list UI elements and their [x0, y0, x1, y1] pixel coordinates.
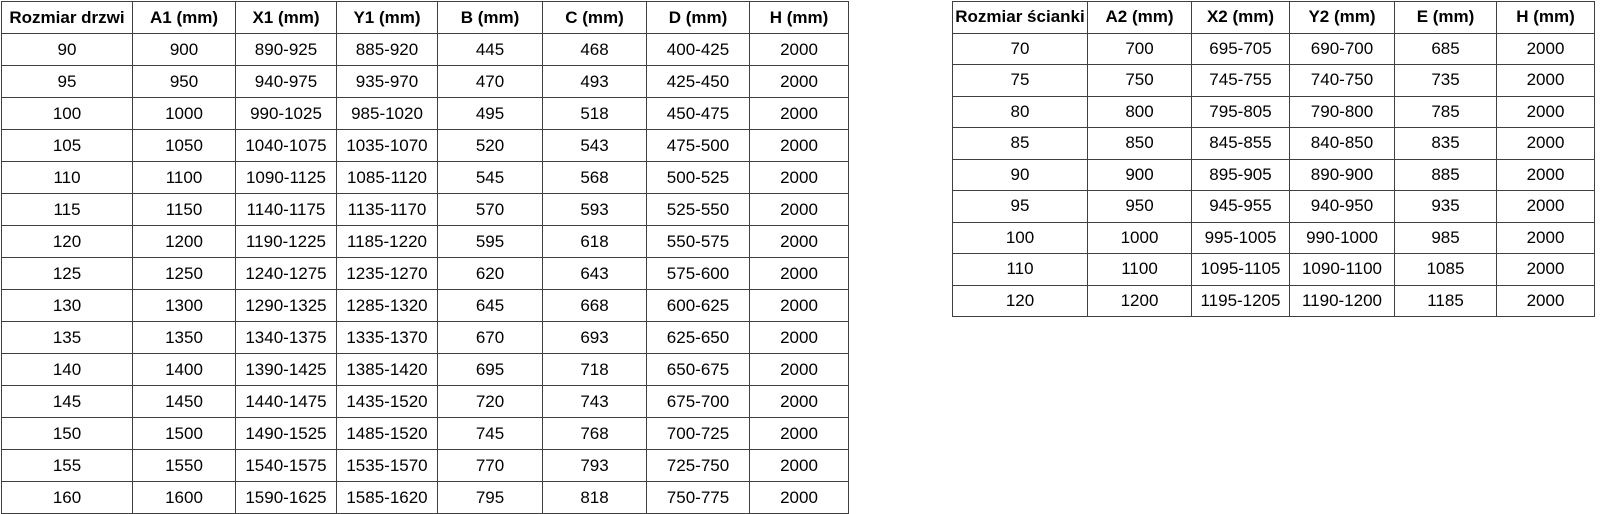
- table-cell: 835: [1395, 128, 1497, 160]
- table-cell: 1000: [1088, 222, 1192, 254]
- table-cell: 593: [543, 194, 647, 226]
- table-cell: 400-425: [647, 34, 750, 66]
- table-cell: 685: [1395, 33, 1497, 65]
- table-cell: 1150: [133, 194, 236, 226]
- table-cell: 90: [953, 159, 1088, 191]
- table-cell: 895-905: [1192, 159, 1290, 191]
- column-header: Y2 (mm): [1290, 2, 1395, 34]
- table-cell: 790-800: [1290, 96, 1395, 128]
- table-cell: 2000: [750, 354, 849, 386]
- table-cell: 768: [543, 418, 647, 450]
- table-cell: 125: [2, 258, 133, 290]
- table-cell: 1490-1525: [236, 418, 337, 450]
- table-cell: 600-625: [647, 290, 750, 322]
- table-cell: 745-755: [1192, 65, 1290, 97]
- table-row: [2, 162, 849, 194]
- header-row: [953, 2, 1595, 34]
- table-cell: 130: [2, 290, 133, 322]
- wall-size-table: [952, 1, 1595, 317]
- table-cell: 160: [2, 482, 133, 514]
- table-cell: 745: [438, 418, 543, 450]
- table-row: [953, 128, 1595, 160]
- table-row: [2, 354, 849, 386]
- table-cell: 1250: [133, 258, 236, 290]
- door-size-table: [1, 1, 849, 514]
- table-cell: 643: [543, 258, 647, 290]
- table-row: [2, 34, 849, 66]
- table-cell: 695-705: [1192, 33, 1290, 65]
- table-row: [2, 130, 849, 162]
- table-cell: 2000: [750, 66, 849, 98]
- table-cell: 140: [2, 354, 133, 386]
- table-cell: 1390-1425: [236, 354, 337, 386]
- column-header: X2 (mm): [1192, 2, 1290, 34]
- table-cell: 1550: [133, 450, 236, 482]
- table-cell: 2000: [750, 258, 849, 290]
- table-cell: 1585-1620: [337, 482, 438, 514]
- table-cell: 470: [438, 66, 543, 98]
- table-cell: 1000: [133, 98, 236, 130]
- table-cell: 900: [133, 34, 236, 66]
- table-cell: 1300: [133, 290, 236, 322]
- table-row: [953, 96, 1595, 128]
- table-cell: 520: [438, 130, 543, 162]
- table-cell: 795: [438, 482, 543, 514]
- table-cell: 518: [543, 98, 647, 130]
- table-cell: 450-475: [647, 98, 750, 130]
- table-cell: 2000: [1497, 254, 1595, 286]
- table-cell: 1140-1175: [236, 194, 337, 226]
- header-row: [2, 2, 849, 34]
- table-cell: 2000: [1497, 191, 1595, 223]
- column-header: C (mm): [543, 2, 647, 34]
- table-cell: 145: [2, 386, 133, 418]
- table-row: [953, 159, 1595, 191]
- table-cell: 2000: [750, 450, 849, 482]
- table-cell: 890-925: [236, 34, 337, 66]
- table-cell: 695: [438, 354, 543, 386]
- table-cell: 1290-1325: [236, 290, 337, 322]
- table-cell: 785: [1395, 96, 1497, 128]
- column-header: E (mm): [1395, 2, 1497, 34]
- table-cell: 1540-1575: [236, 450, 337, 482]
- table-cell: 693: [543, 322, 647, 354]
- table-row: [2, 226, 849, 258]
- table-cell: 2000: [750, 98, 849, 130]
- table-cell: 120: [953, 285, 1088, 317]
- table-cell: 1100: [1088, 254, 1192, 286]
- table-cell: 2000: [750, 34, 849, 66]
- table-cell: 570: [438, 194, 543, 226]
- table-cell: 2000: [1497, 159, 1595, 191]
- table-cell: 700-725: [647, 418, 750, 450]
- table-cell: 845-855: [1192, 128, 1290, 160]
- table-cell: 620: [438, 258, 543, 290]
- table-row: [2, 98, 849, 130]
- table-cell: 80: [953, 96, 1088, 128]
- table-cell: 2000: [750, 322, 849, 354]
- column-header: H (mm): [750, 2, 849, 34]
- table-cell: 2000: [750, 130, 849, 162]
- table-cell: 100: [2, 98, 133, 130]
- table-cell: 155: [2, 450, 133, 482]
- table-cell: 1185: [1395, 285, 1497, 317]
- table-cell: 618: [543, 226, 647, 258]
- table-cell: 740-750: [1290, 65, 1395, 97]
- table-cell: 700: [1088, 33, 1192, 65]
- table-row: [953, 254, 1595, 286]
- column-header: A2 (mm): [1088, 2, 1192, 34]
- table-cell: 1385-1420: [337, 354, 438, 386]
- table-cell: 2000: [750, 194, 849, 226]
- column-header: B (mm): [438, 2, 543, 34]
- table-cell: 468: [543, 34, 647, 66]
- table-cell: 770: [438, 450, 543, 482]
- table-cell: 2000: [1497, 65, 1595, 97]
- table-row: [2, 450, 849, 482]
- table-cell: 985-1020: [337, 98, 438, 130]
- table-cell: 495: [438, 98, 543, 130]
- table-cell: 2000: [1497, 285, 1595, 317]
- table-cell: 850: [1088, 128, 1192, 160]
- table-cell: 1500: [133, 418, 236, 450]
- table-cell: 500-525: [647, 162, 750, 194]
- table-cell: 2000: [750, 418, 849, 450]
- table-cell: 1485-1520: [337, 418, 438, 450]
- table-cell: 493: [543, 66, 647, 98]
- table-cell: 90: [2, 34, 133, 66]
- table-cell: 1400: [133, 354, 236, 386]
- table-cell: 840-850: [1290, 128, 1395, 160]
- table-cell: 1085: [1395, 254, 1497, 286]
- table-cell: 1340-1375: [236, 322, 337, 354]
- table-cell: 135: [2, 322, 133, 354]
- table-cell: 668: [543, 290, 647, 322]
- table-cell: 85: [953, 128, 1088, 160]
- table-cell: 110: [2, 162, 133, 194]
- table-row: [953, 65, 1595, 97]
- table-row: [2, 194, 849, 226]
- table-cell: 720: [438, 386, 543, 418]
- table-cell: 885: [1395, 159, 1497, 191]
- table-cell: 1100: [133, 162, 236, 194]
- table-cell: 995-1005: [1192, 222, 1290, 254]
- column-header: A1 (mm): [133, 2, 236, 34]
- table-cell: 690-700: [1290, 33, 1395, 65]
- table-row: [2, 482, 849, 514]
- table-cell: 1435-1520: [337, 386, 438, 418]
- table-cell: 1450: [133, 386, 236, 418]
- table-cell: 95: [953, 191, 1088, 223]
- table-row: [953, 222, 1595, 254]
- table-cell: 990-1025: [236, 98, 337, 130]
- table-row: [953, 33, 1595, 65]
- table-cell: 2000: [1497, 128, 1595, 160]
- table-row: [953, 285, 1595, 317]
- table-cell: 990-1000: [1290, 222, 1395, 254]
- table-cell: 475-500: [647, 130, 750, 162]
- table-cell: 800: [1088, 96, 1192, 128]
- table-cell: 543: [543, 130, 647, 162]
- table-cell: 595: [438, 226, 543, 258]
- table-cell: 1235-1270: [337, 258, 438, 290]
- table-cell: 1190-1225: [236, 226, 337, 258]
- table-cell: 1090-1100: [1290, 254, 1395, 286]
- table-cell: 940-975: [236, 66, 337, 98]
- table-cell: 1590-1625: [236, 482, 337, 514]
- table-cell: 2000: [750, 386, 849, 418]
- table-cell: 985: [1395, 222, 1497, 254]
- table-cell: 115: [2, 194, 133, 226]
- table-row: [2, 258, 849, 290]
- table-cell: 793: [543, 450, 647, 482]
- table-cell: 1085-1120: [337, 162, 438, 194]
- column-header: D (mm): [647, 2, 750, 34]
- column-header: Y1 (mm): [337, 2, 438, 34]
- table-cell: 718: [543, 354, 647, 386]
- table-cell: 818: [543, 482, 647, 514]
- table-cell: 935: [1395, 191, 1497, 223]
- table-cell: 935-970: [337, 66, 438, 98]
- table-cell: 445: [438, 34, 543, 66]
- column-header: H (mm): [1497, 2, 1595, 34]
- table-cell: 1095-1105: [1192, 254, 1290, 286]
- table-cell: 110: [953, 254, 1088, 286]
- table-cell: 625-650: [647, 322, 750, 354]
- table-cell: 1035-1070: [337, 130, 438, 162]
- table-cell: 1200: [133, 226, 236, 258]
- table-cell: 70: [953, 33, 1088, 65]
- table-cell: 1600: [133, 482, 236, 514]
- table-row: [2, 386, 849, 418]
- table-cell: 100: [953, 222, 1088, 254]
- table-cell: 1190-1200: [1290, 285, 1395, 317]
- table-cell: 2000: [750, 162, 849, 194]
- table-cell: 890-900: [1290, 159, 1395, 191]
- table-row: [2, 290, 849, 322]
- table-row: [2, 418, 849, 450]
- table-cell: 945-955: [1192, 191, 1290, 223]
- table-cell: 545: [438, 162, 543, 194]
- table-cell: 1535-1570: [337, 450, 438, 482]
- table-cell: 105: [2, 130, 133, 162]
- table-cell: 900: [1088, 159, 1192, 191]
- table-cell: 1135-1170: [337, 194, 438, 226]
- table-cell: 1350: [133, 322, 236, 354]
- table-row: [953, 191, 1595, 223]
- table-cell: 2000: [1497, 33, 1595, 65]
- table-cell: 2000: [1497, 222, 1595, 254]
- table-cell: 750-775: [647, 482, 750, 514]
- table-cell: 1285-1320: [337, 290, 438, 322]
- table-cell: 1335-1370: [337, 322, 438, 354]
- table-row: [2, 66, 849, 98]
- table-row: [2, 322, 849, 354]
- column-header: Rozmiar ścianki: [953, 2, 1088, 34]
- table-cell: 550-575: [647, 226, 750, 258]
- table-cell: 150: [2, 418, 133, 450]
- table-cell: 743: [543, 386, 647, 418]
- table-cell: 725-750: [647, 450, 750, 482]
- table-cell: 950: [1088, 191, 1192, 223]
- table-cell: 2000: [1497, 96, 1595, 128]
- table-cell: 1185-1220: [337, 226, 438, 258]
- table-cell: 2000: [750, 482, 849, 514]
- table-cell: 1440-1475: [236, 386, 337, 418]
- table-cell: 885-920: [337, 34, 438, 66]
- table-cell: 1090-1125: [236, 162, 337, 194]
- table-cell: 735: [1395, 65, 1497, 97]
- table-cell: 525-550: [647, 194, 750, 226]
- table-cell: 1200: [1088, 285, 1192, 317]
- table-cell: 940-950: [1290, 191, 1395, 223]
- table-cell: 95: [2, 66, 133, 98]
- table-cell: 670: [438, 322, 543, 354]
- table-cell: 950: [133, 66, 236, 98]
- table-cell: 2000: [750, 290, 849, 322]
- table-cell: 575-600: [647, 258, 750, 290]
- table-cell: 425-450: [647, 66, 750, 98]
- table-cell: 1050: [133, 130, 236, 162]
- table-cell: 645: [438, 290, 543, 322]
- column-header: X1 (mm): [236, 2, 337, 34]
- table-cell: 2000: [750, 226, 849, 258]
- table-cell: 795-805: [1192, 96, 1290, 128]
- table-cell: 750: [1088, 65, 1192, 97]
- table-cell: 120: [2, 226, 133, 258]
- table-cell: 650-675: [647, 354, 750, 386]
- table-cell: 1240-1275: [236, 258, 337, 290]
- table-cell: 75: [953, 65, 1088, 97]
- table-cell: 568: [543, 162, 647, 194]
- table-cell: 675-700: [647, 386, 750, 418]
- table-cell: 1195-1205: [1192, 285, 1290, 317]
- column-header: Rozmiar drzwi: [2, 2, 133, 34]
- table-cell: 1040-1075: [236, 130, 337, 162]
